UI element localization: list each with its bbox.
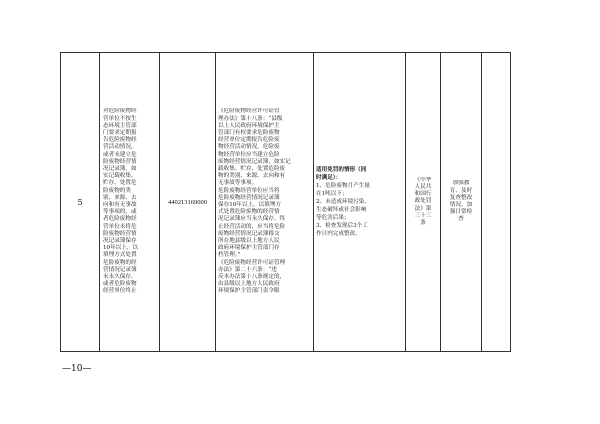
legal-basis-text: 《危险废物经营许可证管 理办法》第十八条：“县级 以上人民政府环境保护主 管部门有权要求危险废物 经营单位定期报告危险废 物经营活动情况。危险废 物经营单位应当建立危险 废物经营情况记录簿，如实记 载收集、贮存、处置危险废 物的类别、来源、去向和有 无事故等事项。 危险废物经营单位应当将 危险废物经营情况记录簿 保存10年以上，以填埋方 式处置危险废物的经营情 况记录簿应当永久保存。终 止经营活动的，应当将危险 废物经营情况记录簿移交 所在地县级以上地方人民 政府环境保护主管部门存 档管理。” 《危险废物经营许可证管理 办法》第二十六条：“违 反本办法第十八条规定的， 由县级以上地方人民政府 环境保护主管部门责令限: [218, 108, 291, 295]
blank-cell: [482, 53, 511, 352]
table-row: [61, 53, 511, 352]
item-code: 440213169000: [160, 53, 216, 352]
penalty-exemption-table: [60, 52, 511, 352]
exemption-conditions-cell: [314, 53, 406, 352]
legal-basis-cell: [216, 53, 314, 352]
row-number: 5: [61, 53, 100, 352]
exemption-basis-cell: [406, 53, 441, 352]
exemption-conditions-heading: 适用免罚的情形（同 时满足）：: [316, 167, 367, 181]
violation-behavior-cell: [100, 53, 160, 352]
exemption-basis-text: 《中华 人民共 和国行 政处罚 法》第 三十三 条: [414, 176, 432, 226]
page-number: —10—: [62, 364, 92, 374]
supervision-measures-text: 加强教 育、及时 复查整改 情况，加 强日常检 查: [449, 180, 473, 223]
violation-behavior-text: 对危险废物经 营单位不按生 态环境主管部 门要求定期报 告危险废物经 营活动情况， 或者未建立危 险废物经营情 况记录簿，如 实记载收集、 贮存、处置危 险废物的类 别、来源、去 向和有无事故 等事项的，或 者危险废物经 营单位未将危 险废物经营情 况记录簿保存 10年以上，以 填埋方式处置 危险废物的经 营情况记录簿 未永久保存， 或者危险废物 经营单位终止: [103, 108, 139, 295]
exemption-conditions-items: 1、危险废物月产生量 在1吨以下； 2、未造成环境污染、 生态破坏或社会影响 等危害后果； 3、检查发现后3个工 作日内完成整改。: [316, 183, 370, 237]
supervision-measures-cell: [441, 53, 482, 352]
